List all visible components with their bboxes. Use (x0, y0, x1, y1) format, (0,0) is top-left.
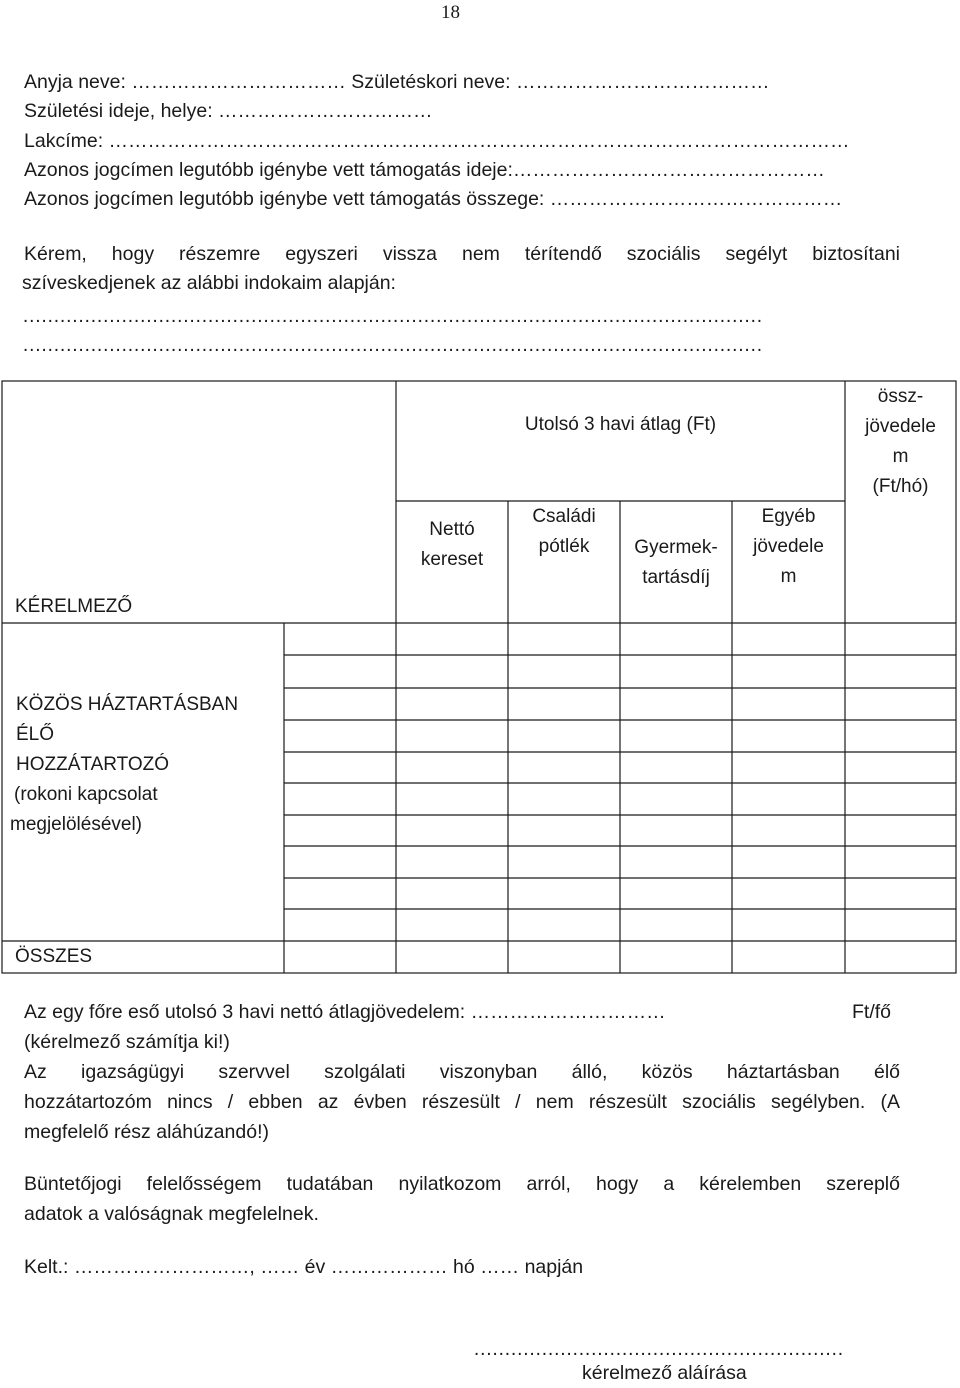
per-capita-unit: Ft/fő (852, 1001, 892, 1023)
signature-dots: …………………………………………………… (473, 1338, 843, 1360)
col-header-netto: Nettó kereset (420, 519, 484, 570)
criminal-line-2: adatok a valóságnak megfelelnek. (24, 1203, 319, 1225)
birth-field: Születési ideje, helye: …………………………… (24, 100, 433, 122)
page-number: 18 (441, 2, 460, 23)
row-label-kozos: KÖZÖS HÁZTARTÁSBAN ÉLŐ HOZZÁTARTOZÓ (rokoni kapcsolat megjelölésével) (10, 694, 239, 835)
request-dots-2: ………………………………………………………………………………………………………… (22, 334, 762, 356)
request-line-1: Kérem, hogy részemre egyszeri vissza nem térítendő szociális segélyt biztosítani (24, 243, 900, 265)
date-line: Kelt.: ………………………, …… év ……………… hó …… napján (24, 1256, 584, 1278)
criminal-line-1: Büntetőjogi felelősségem tudatában nyilatkozom arról, hogy a kérelemben szereplő (24, 1173, 900, 1195)
col-header-ossz: össz- jövedele m (Ft/hó) (865, 386, 936, 497)
request-line-2: szíveskedjenek az alábbi indokaim alapján: (22, 272, 396, 294)
request-dots-1: ………………………………………………………………………………………………………… (22, 305, 762, 327)
table-header-group: Utolsó 3 havi átlag (Ft) (524, 414, 717, 435)
col-header-gyermek: Gyermek- tartásdíj (634, 537, 718, 588)
address-field: Lakcíme: …………………………………………………………………………………………………… (24, 130, 850, 152)
row-label-kerelmezo: KÉRELMEZŐ (15, 596, 133, 617)
col-header-csaladi: Családi pótlék (532, 506, 596, 557)
last-support-amount-field: Azonos jogcímen legutóbb igénybe vett támogatás összege: ……………………………………… (24, 188, 843, 210)
mother-name-field: Anyja neve: …………………………… Születéskori neve: ………………………………… (24, 71, 770, 93)
service-line-2: hozzátartozóm nincs / ebben az évben részesült / nem részesült szociális segélyben. (A (24, 1091, 900, 1113)
col-header-egyeb: Egyéb jövedele m (753, 506, 824, 587)
per-capita-note: (kérelmező számítja ki!) (24, 1031, 230, 1053)
last-support-date-field: Azonos jogcímen legutóbb igénybe vett támogatás ideje:………………………………………… (24, 159, 825, 181)
service-line-3: megfelelő rész aláhúzandó!) (24, 1121, 269, 1143)
per-capita-line: Az egy főre eső utolsó 3 havi nettó átlagjövedelem: ………………………… (24, 1001, 666, 1023)
row-label-osszes: ÖSSZES (15, 946, 93, 967)
service-line-1: Az igazságügyi szervvel szolgálati viszonyban álló, közös háztartásban élő (24, 1061, 900, 1083)
signature-label: kérelmező aláírása (582, 1362, 747, 1384)
